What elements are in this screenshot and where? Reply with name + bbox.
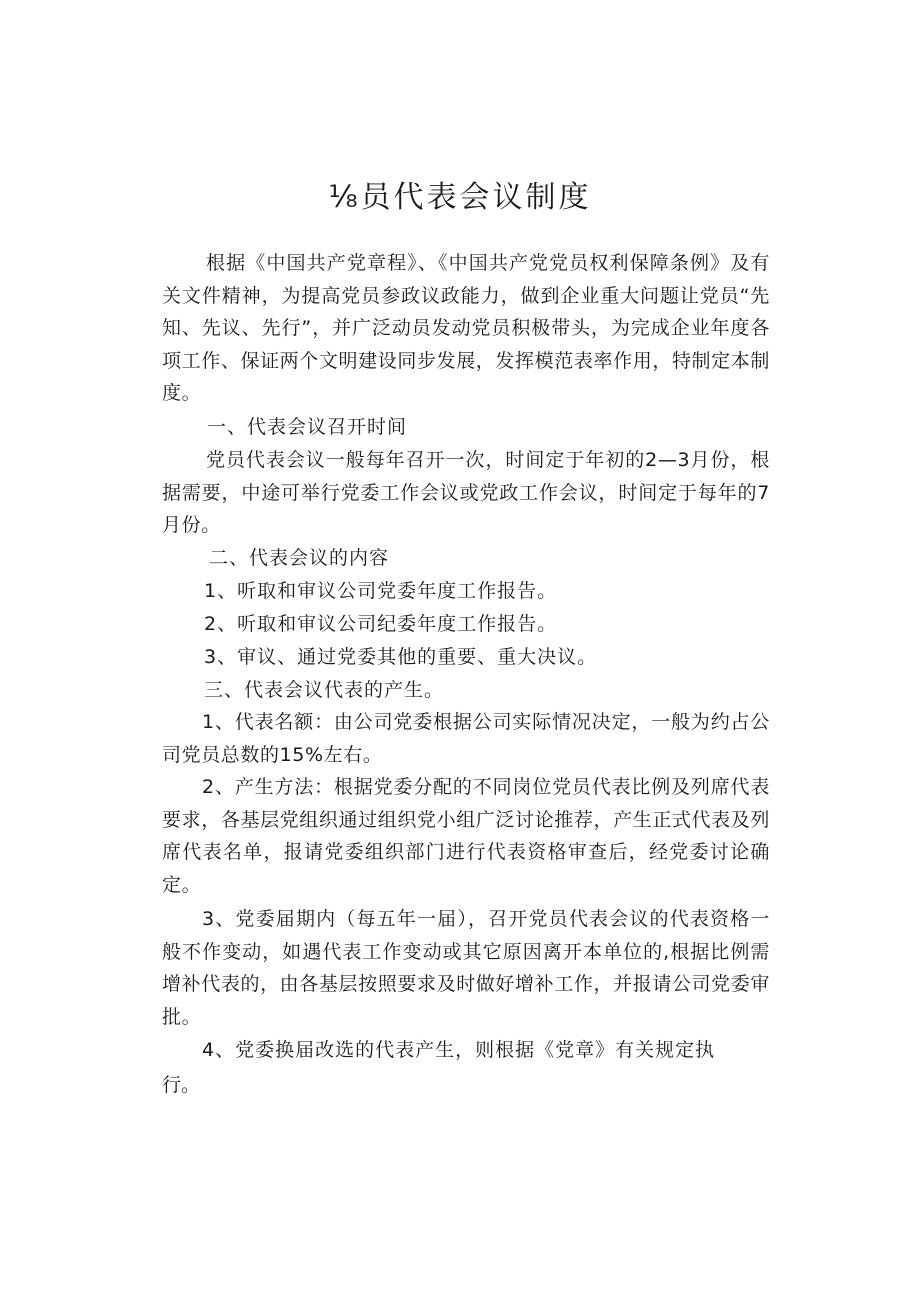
section2-item-3: 3、审议、通过党委其他的重要、重大决议。 — [204, 646, 598, 668]
document-title: ⅛员代表会议制度 — [328, 180, 592, 215]
section1-heading: 一、代表会议召开时间 — [207, 416, 408, 438]
section3-item-3: 3、党委届期内（每五年一届），召开党员代表会议的代表资格一般不作变动，如遇代表工作变动或其它原因离开本单位的,根据比例需增补代表的，由各基层按照要求及时做好增补工作，并报请公司党委审批。 — [162, 908, 770, 1028]
section3-item-4-line1: 4、党委换届改选的代表产生，则根据《党章》有关规定执 — [202, 1039, 716, 1061]
section3-item-4-line2: 行。 — [162, 1074, 201, 1096]
section3-heading: 三、代表会议代表的产生。 — [204, 679, 445, 701]
section3-item-2: 2、产生方法：根据党委分配的不同岗位党员代表比例及列席代表要求，各基层党组织通过组织党小组广泛讨论推荐，产生正式代表及列席代表名单，报请党委组织部门进行代表资格审查后，经党委讨论确定。 — [162, 776, 770, 896]
section1-body: 党员代表会议一般每年召开一次，时间定于年初的2—3月份，根据需要，中途可举行党委工作会议或党政工作会议，时间定于每年的7月份。 — [162, 449, 770, 536]
section2-item-2: 2、听取和审议公司纪委年度工作报告。 — [204, 613, 558, 635]
intro-paragraph: 根据《中国共产党章程》、《中国共产党党员权利保障条例》及有关文件精神，为提高党员参政议政能力，做到企业重大问题让党员“先知、先议、先行”，并广泛动员发动党员积极带头，为完成企业年度各项工作、保证两个文明建设同步发展，发挥模范表率作用，特制定本制度。 — [162, 252, 770, 404]
section3-item-1: 1、代表名额：由公司党委根据公司实际情况决定，一般为约占公司党员总数的15%左右。 — [162, 711, 770, 766]
section2-item-1: 1、听取和审议公司党委年度工作报告。 — [204, 580, 558, 602]
section2-heading: 二、代表会议的内容 — [209, 547, 390, 569]
